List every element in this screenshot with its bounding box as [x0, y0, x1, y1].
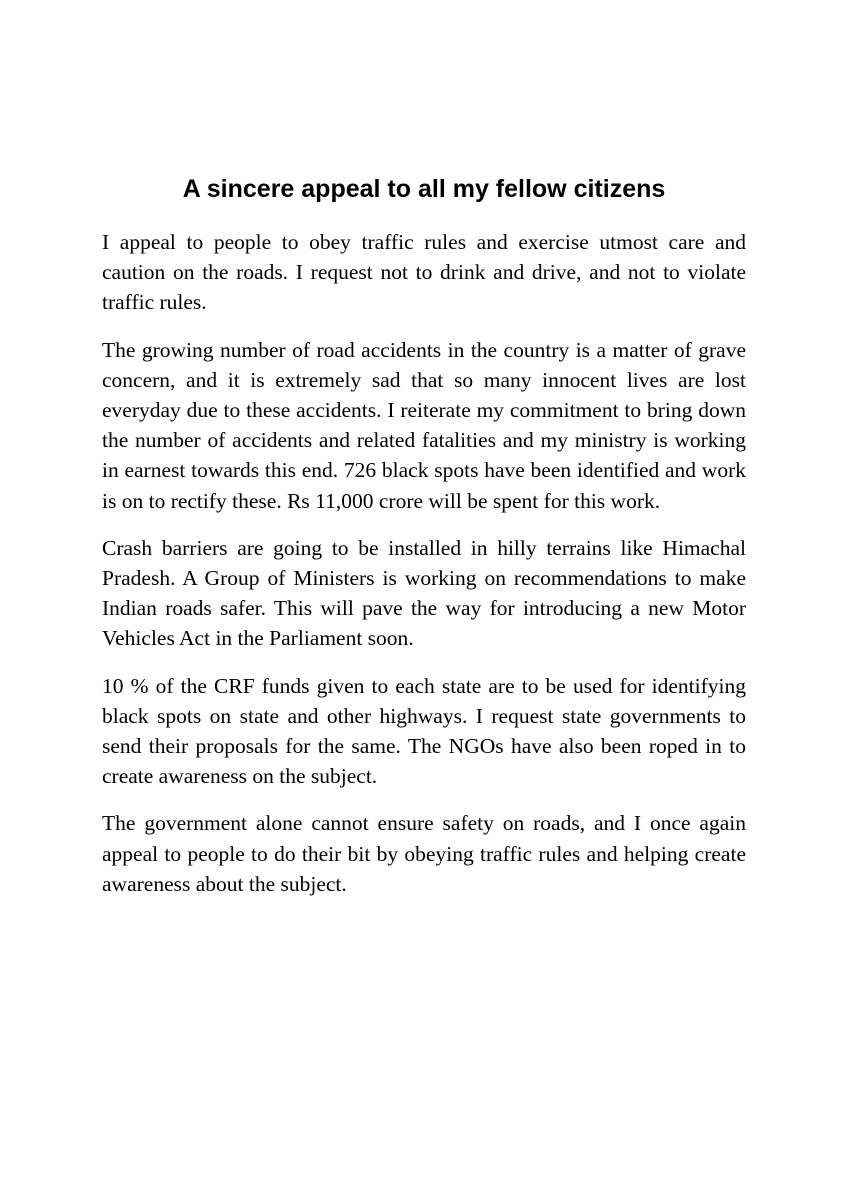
paragraph-1: I appeal to people to obey traffic rules and exercise utmost care and caution on the roads. I request not to drink and drive, and not to violate traffic rules. — [102, 230, 746, 315]
document-title: A sincere appeal to all my fellow citizens — [182, 175, 666, 203]
paragraph-5: The government alone cannot ensure safety on roads, and I once again appeal to people to do their bit by obeying traffic rules and helping create awareness about the subject. — [102, 811, 746, 896]
paragraph-4: 10 % of the CRF funds given to each state are to be used for identifying black spots on state and other highways. I request state governments to send their proposals for the same. The NGOs have also been roped in to create awareness on the subject. — [102, 673, 746, 789]
document-body — [102, 227, 746, 916]
paragraph-3: Crash barriers are going to be installed in hilly terrains like Himachal Pradesh. A Group of Ministers is working on recommendations to make Indian roads safer. This will pave the way for introducing a new Motor Vehicles Act in the Parliament soon. — [102, 535, 746, 651]
paragraph-2: The growing number of road accidents in the country is a matter of grave concern, and it is extremely sad that so many innocent lives are lost everyday due to these accidents. I reiterate my commitment to bring down the number of accidents and related fatalities and my ministry is working in earnest towards this end. 726 black spots have been identified and work is on to rectify these. Rs 11,000 crore will be spent for this work. — [102, 337, 746, 513]
